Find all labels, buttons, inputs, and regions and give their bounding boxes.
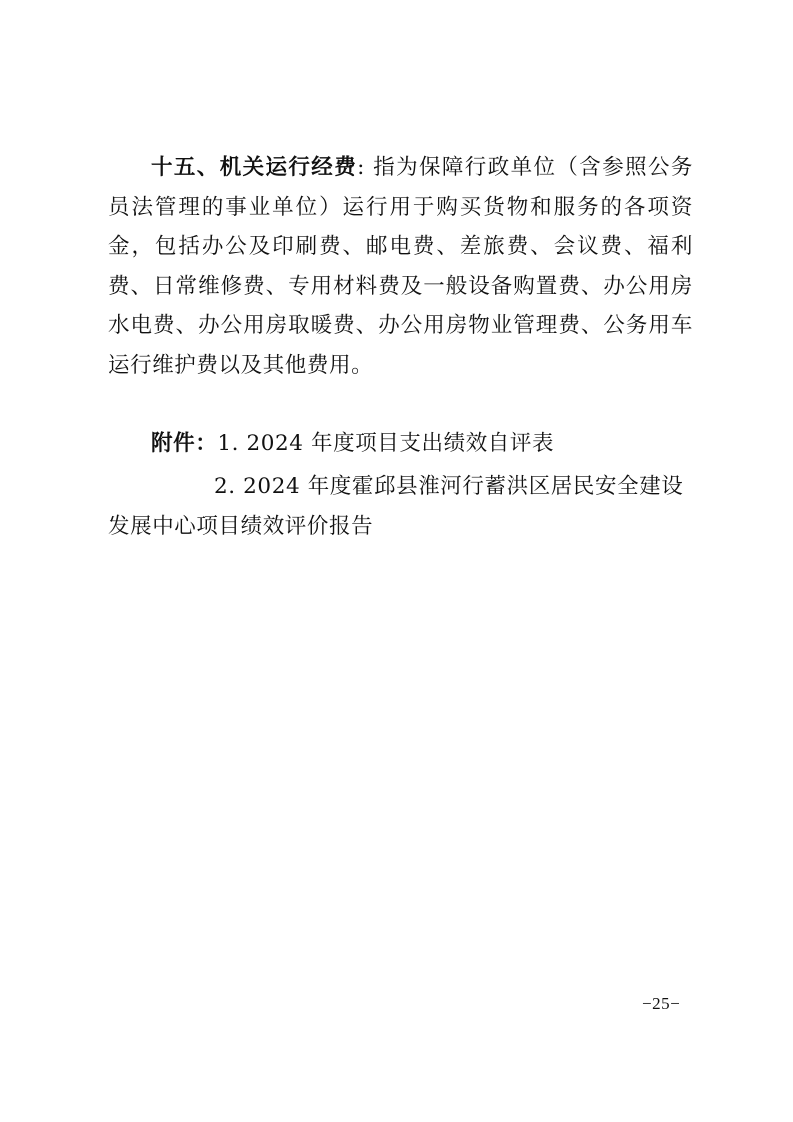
attachment-line-2 bbox=[108, 467, 693, 546]
definition-colon: : bbox=[357, 155, 365, 180]
definition-paragraph bbox=[108, 148, 693, 385]
page-number: −25− bbox=[642, 994, 681, 1013]
attachment-line-1 bbox=[108, 424, 693, 464]
attachment-item-1: 1. 2024 年度项目支出绩效自评表 bbox=[217, 431, 555, 456]
definition-term: 十五、机关运行经费 bbox=[151, 155, 358, 180]
definition-text: 指为保障行政单位（含参照公务员法管理的事业单位）运行用于购买货物和服务的各项资金，包括办公及印刷费、邮电费、差旅费、会议费、福利费、日常维修费、专用材料费及一般设备购置费、办公用房水电费、办公用房取暖费、办公用房物业管理费、公务用车运行维护费以及其他费用。 bbox=[108, 155, 694, 378]
attachment-label: 附件： bbox=[151, 431, 218, 456]
attachment-item-2: 2. 2024 年度霍邱县淮河行蓄洪区居民安全建设发展中心项目绩效评价报告 bbox=[108, 474, 684, 539]
